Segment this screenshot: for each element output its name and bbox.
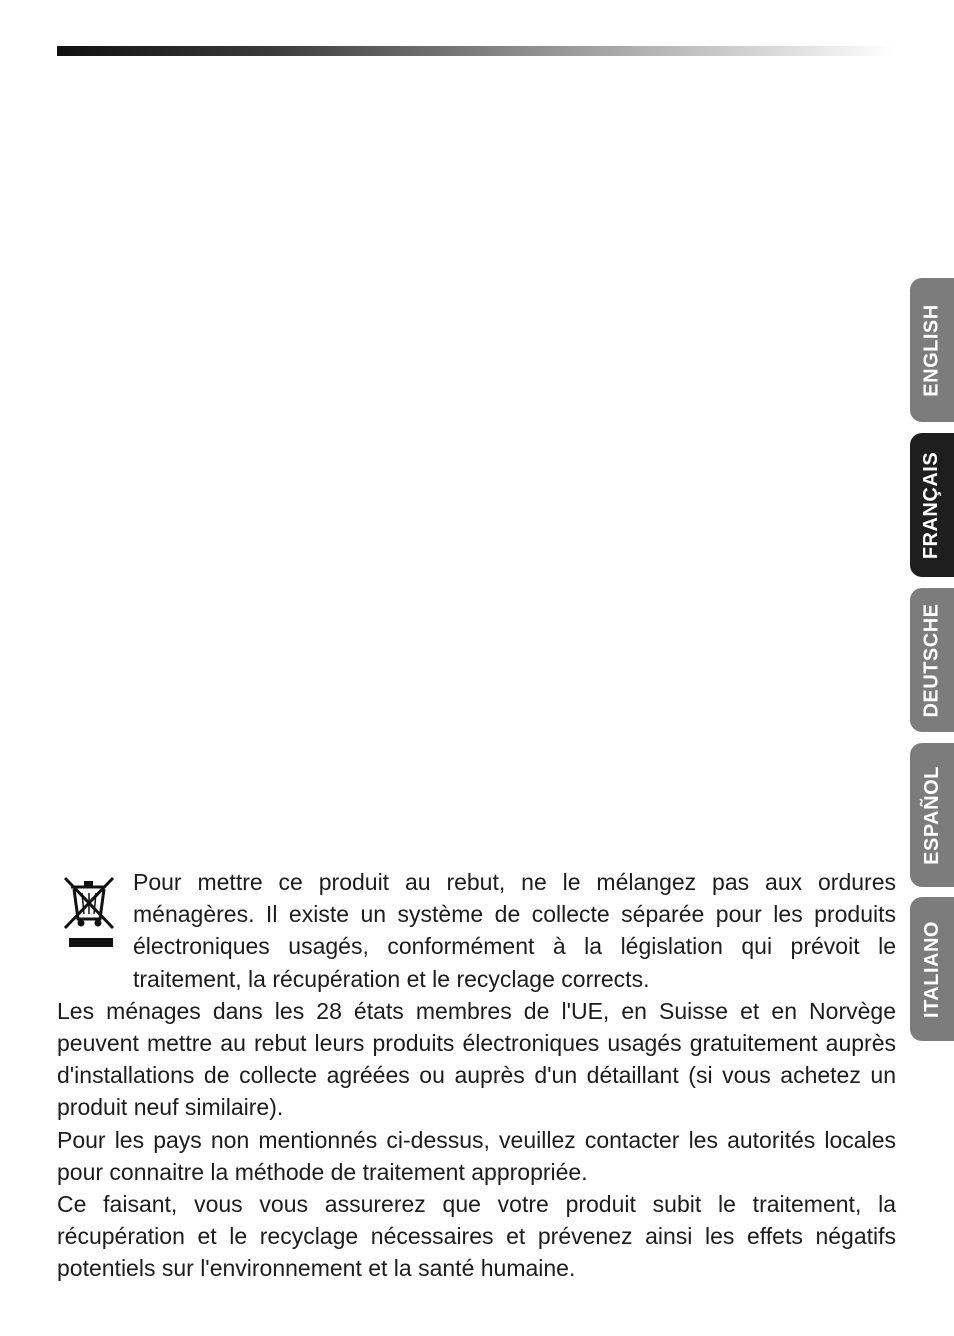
tab-espanol[interactable] bbox=[910, 743, 954, 887]
tab-italiano-label: ITALIANO bbox=[920, 920, 943, 1018]
intro-text: Pour mettre ce produit au rebut, ne le mélangez pas aux ordures ménagères. Il existe un système de collecte séparée pour les produits électroniques usagés, conformément à la législation qui prévoit le traitement, la récupération et le recyclage corrects. bbox=[133, 869, 896, 992]
disposal-notice bbox=[57, 866, 896, 1285]
tab-deutsche-label: DEUTSCHE bbox=[920, 602, 943, 718]
tab-deutsche[interactable] bbox=[910, 588, 954, 732]
tab-espanol-label: ESPAÑOL bbox=[920, 765, 943, 865]
tab-english[interactable] bbox=[910, 278, 954, 422]
language-tabs bbox=[910, 0, 954, 1336]
paragraph-eu-households: Les ménages dans les 28 états membres de l'UE, en Suisse et en Norvège peuvent mettre au rebut leurs produits électroniques usagés gratuitement auprès d'installations de collecte agréées ou auprès d'un détaillant (si vous achetez un produit neuf similaire). bbox=[57, 997, 896, 1121]
tab-francais-label: FRANÇAIS bbox=[920, 451, 943, 559]
paragraph-other-countries: Pour les pays non mentionnés ci-dessus, veuillez contacter les autorités locales pour connaitre la méthode de traitement appropriée. bbox=[57, 1126, 896, 1185]
tab-italiano[interactable] bbox=[910, 897, 954, 1041]
tab-english-label: ENGLISH bbox=[920, 303, 943, 397]
crossed-out-wheelie-bin-icon bbox=[57, 870, 123, 960]
tab-francais[interactable] bbox=[910, 433, 954, 577]
paragraph-benefits: Ce faisant, vous vous assurerez que votre produit subit le traitement, la récupération et le recyclage nécessaires et prévenez ainsi les effets négatifs potentiels sur l'environnement et la santé humaine. bbox=[57, 1191, 896, 1282]
header-gradient-rule bbox=[57, 46, 895, 56]
disposal-intro bbox=[57, 866, 896, 995]
